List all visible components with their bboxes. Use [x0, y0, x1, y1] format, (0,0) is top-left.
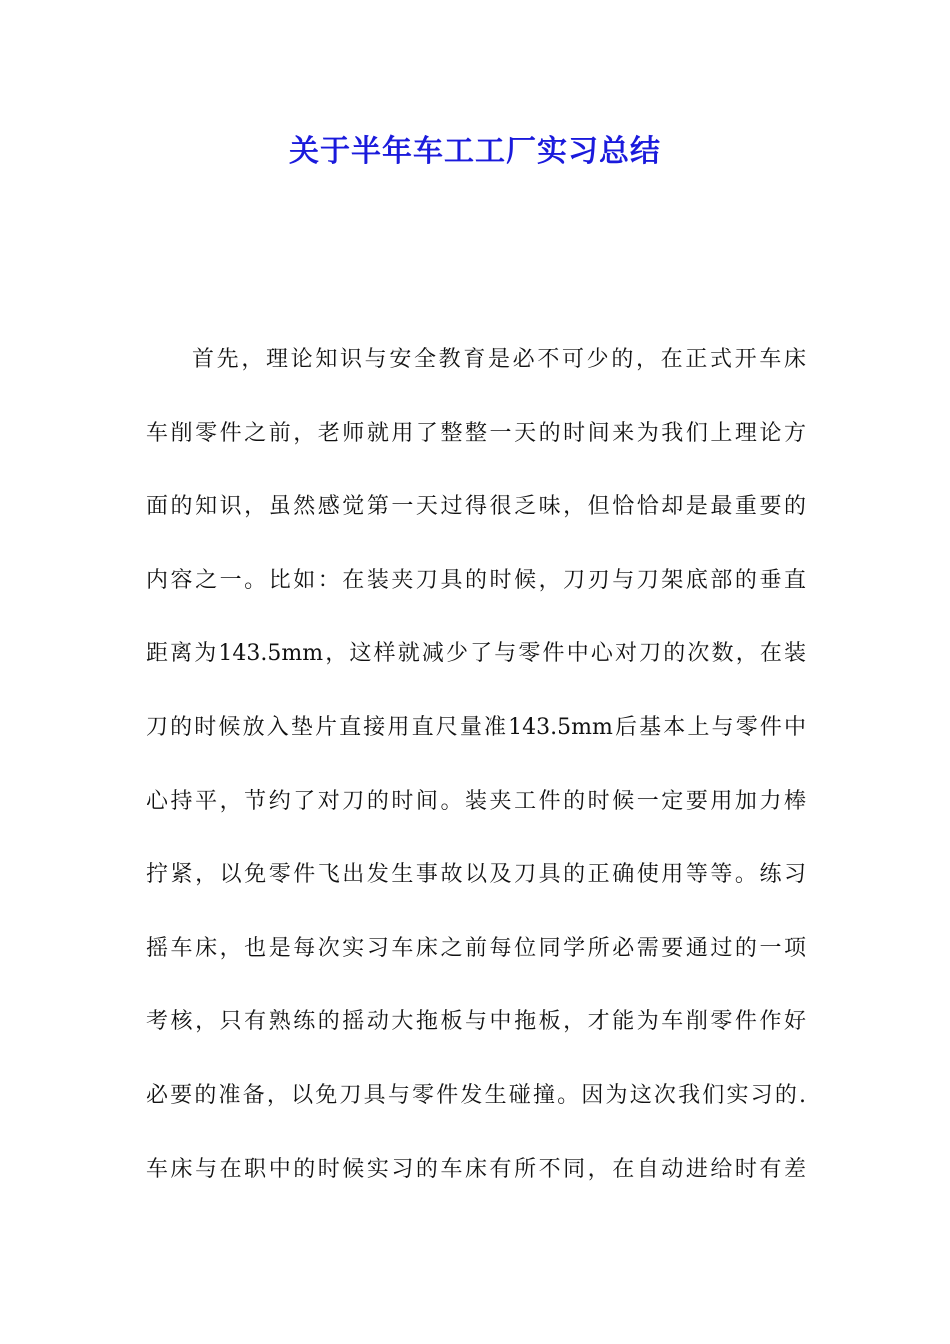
body-paragraph [146, 337, 806, 1220]
paragraph-line: 刀的时候放入垫片直接用直尺量准143.5mm后基本上与零件中 [146, 714, 806, 740]
paragraph-line: 拧紧，以免零件飞出发生事故以及刀具的正确使用等等。练习 [146, 862, 806, 888]
paragraph-line: 面的知识，虽然感觉第一天过得很乏味，但恰恰却是最重要的 [146, 494, 806, 520]
paragraph-line: 首先，理论知识与安全教育是必不可少的，在正式开车床 [192, 347, 806, 372]
paragraph-line: 心持平，节约了对刀的时间。装夹工件的时候一定要用加力棒 [146, 788, 806, 814]
paragraph-line: 距离为143.5mm，这样就减少了与零件中心对刀的次数，在装 [146, 641, 806, 667]
paragraph-line: 摇车床，也是每次实习车床之前每位同学所必需要通过的一项 [146, 935, 806, 961]
paragraph-line: 考核，只有熟练的摇动大拖板与中拖板，才能为车削零件作好 [146, 1009, 806, 1035]
paragraph-line: 车削零件之前，老师就用了整整一天的时间来为我们上理论方 [146, 420, 806, 446]
document-title: 关于半年车工工厂实习总结 [289, 134, 661, 169]
paragraph-line: 必要的准备，以免刀具与零件发生碰撞。因为这次我们实习的. [146, 1082, 806, 1108]
paragraph-line: 内容之一。比如：在装夹刀具的时候，刀刃与刀架底部的垂直 [146, 567, 806, 593]
paragraph-line: 车床与在职中的时候实习的车床有所不同，在自动进给时有差 [146, 1156, 806, 1182]
